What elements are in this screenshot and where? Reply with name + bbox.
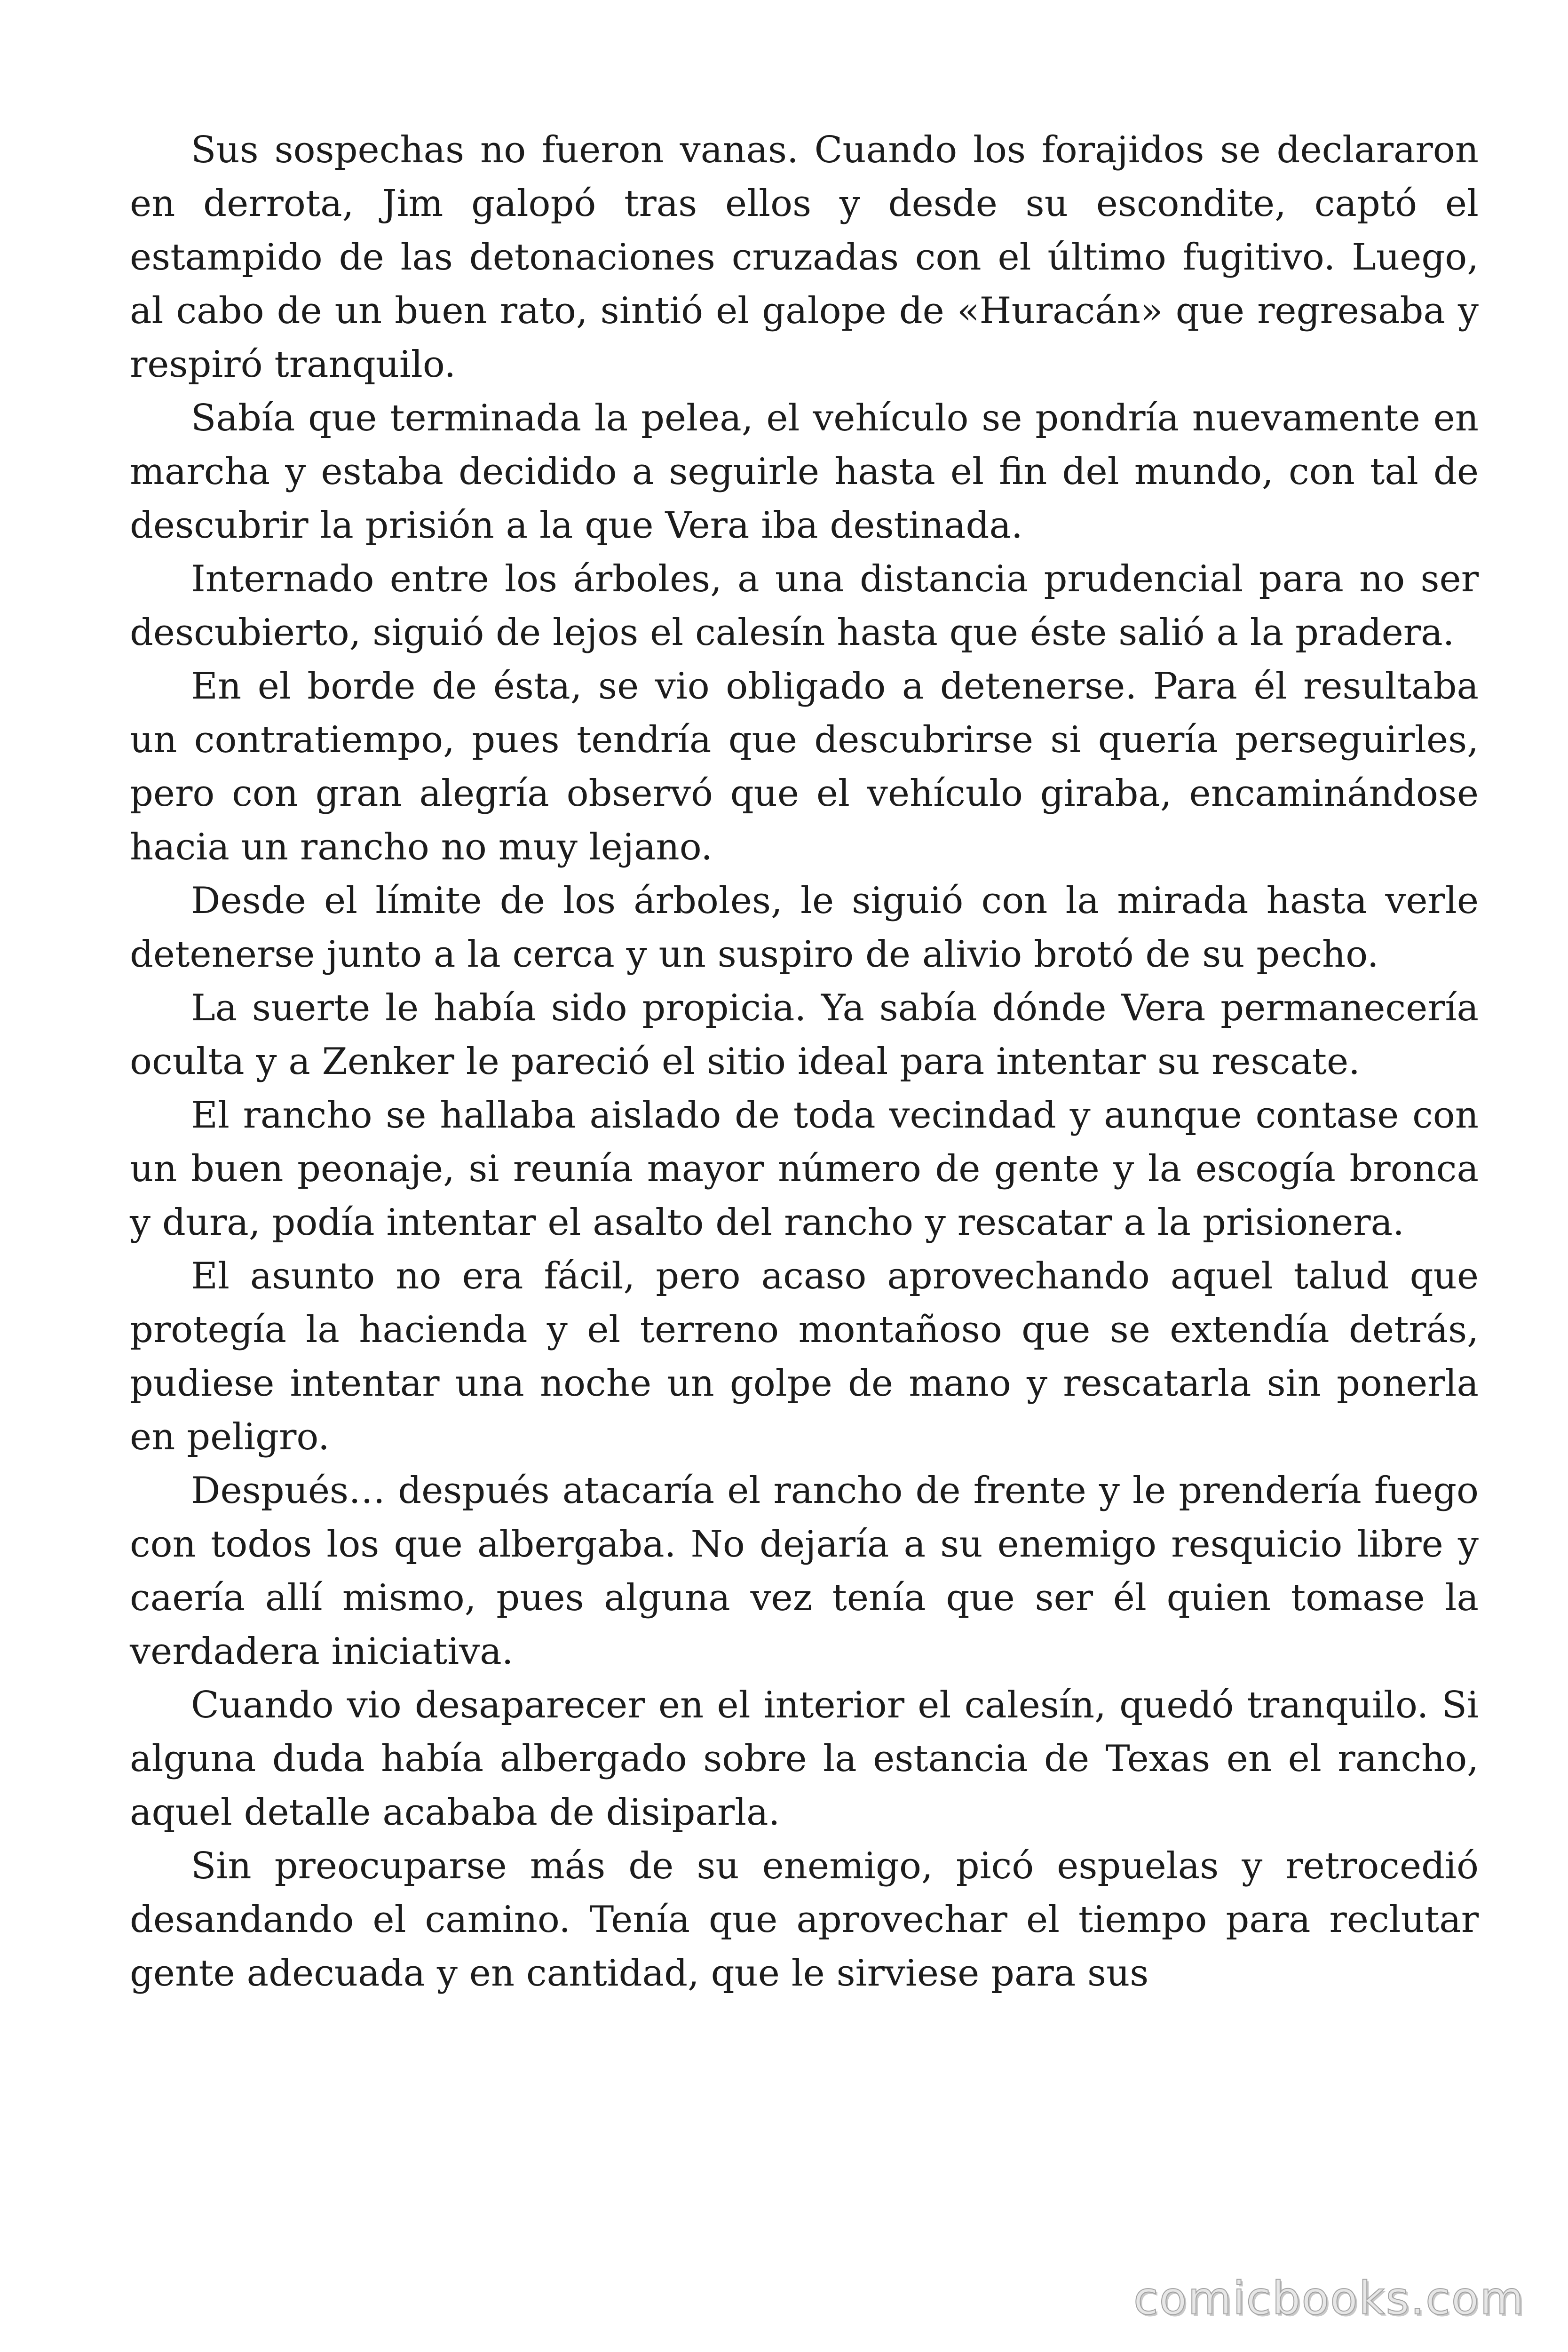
paragraph-1: Sus sospechas no fueron vanas. Cuando los forajidos se declararon en derrota, Jim galopó tras ellos y desde su escondite, captó el estampido de las detonaciones cruzadas con el último fugitivo. Luego, al cabo de un buen rato, sintió el galope de «Huracán» que regresaba y respiró tranquilo. xyxy=(130,129,1479,386)
paragraph-10: Cuando vio desaparecer en el interior el calesín, quedó tranquilo. Si alguna duda había albergado sobre la estancia de Texas en el rancho, aquel detalle acababa de disiparla. xyxy=(130,1684,1479,1834)
paragraph-8: El asunto no era fácil, pero acaso aprovechando aquel talud que protegía la hacienda y el terreno montañoso que se extendía detrás, pudiese intentar una noche un golpe de mano y rescatarla sin ponerla en peligro. xyxy=(130,1255,1479,1458)
body-text xyxy=(130,123,1479,2000)
watermark: comicbooks.com xyxy=(1133,2272,1525,2325)
paragraph-4: En el borde de ésta, se vio obligado a detenerse. Para él resultaba un contratiempo, pues tendría que descubrirse si quería perseguirles, pero con gran alegría observó que el vehículo giraba, encaminándose hacia un rancho no muy lejano. xyxy=(130,665,1479,868)
paragraph-5: Desde el límite de los árboles, le siguió con la mirada hasta verle detenerse junto a la cerca y un suspiro de alivio brotó de su pecho. xyxy=(130,880,1479,976)
paragraph-3: Internado entre los árboles, a una distancia prudencial para no ser descubierto, siguió de lejos el calesín hasta que éste salió a la pradera. xyxy=(130,558,1479,654)
paragraph-2: Sabía que terminada la pelea, el vehículo se pondría nuevamente en marcha y estaba decidido a seguirle hasta el fin del mundo, con tal de descubrir la prisión a la que Vera iba destinada. xyxy=(130,397,1479,547)
paragraph-6: La suerte le había sido propicia. Ya sabía dónde Vera permanecería oculta y a Zenker le pareció el sitio ideal para intentar su rescate. xyxy=(130,987,1479,1083)
paragraph-7: El rancho se hallaba aislado de toda vecindad y aunque contase con un buen peonaje, si reunía mayor número de gente y la escogía bronca y dura, podía intentar el asalto del rancho y rescatar a la prisionera. xyxy=(130,1094,1479,1244)
paragraph-11: Sin preocuparse más de su enemigo, picó espuelas y retrocedió desandando el camino. Tenía que aprovechar el tiempo para reclutar gente adecuada y en cantidad, que le sirviese para sus xyxy=(130,1845,1479,1994)
paragraph-9: Después… después atacaría el rancho de frente y le prendería fuego con todos los que albergaba. No dejaría a su enemigo resquicio libre y caería allí mismo, pues alguna vez tenía que ser él quien tomase la verdadera iniciativa. xyxy=(130,1470,1479,1673)
